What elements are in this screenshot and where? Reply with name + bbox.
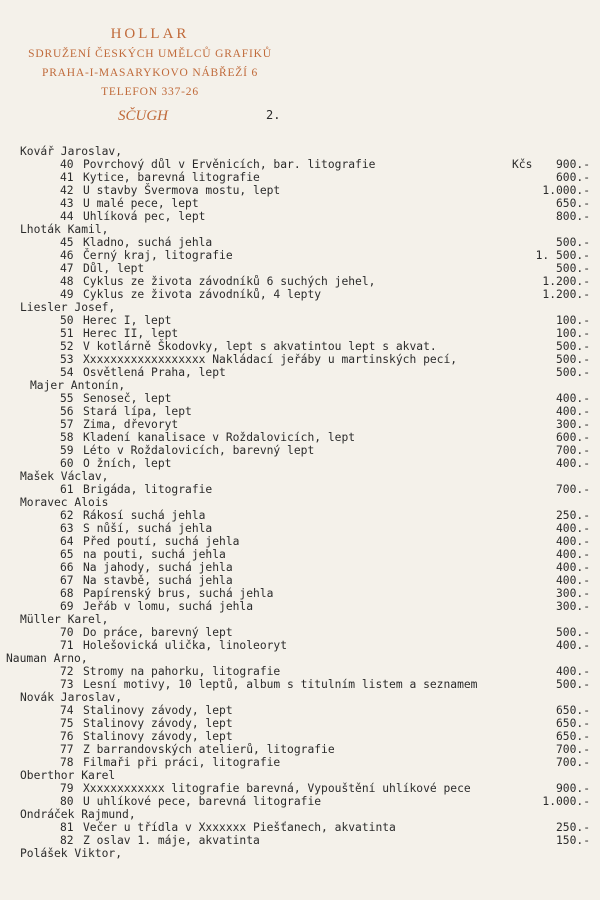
artwork-row bbox=[0, 444, 600, 457]
artwork-title: Na stavbě, suchá jehla bbox=[83, 574, 233, 587]
artwork-row bbox=[0, 574, 600, 587]
artwork-price: 650.- bbox=[555, 197, 590, 210]
artwork-number: 54 bbox=[60, 366, 74, 379]
artwork-title: V kotlárně Škodovky, lept s akvatintou lept s akvat. bbox=[83, 340, 437, 353]
artwork-row bbox=[0, 288, 600, 301]
artwork-price: 400.- bbox=[555, 548, 590, 561]
artwork-price: 500.- bbox=[555, 340, 590, 353]
artwork-row bbox=[0, 756, 600, 769]
artist-row bbox=[0, 145, 600, 158]
artwork-price: 400.- bbox=[555, 457, 590, 470]
artwork-row bbox=[0, 548, 600, 561]
artwork-title: Z barrandovských atelierů, litografie bbox=[83, 743, 335, 756]
artist-row bbox=[0, 301, 600, 314]
artwork-number: 52 bbox=[60, 340, 74, 353]
artwork-row bbox=[0, 834, 600, 847]
artwork-title: Večer u třídla v Xxxxxxx Piešťanech, akvatinta bbox=[83, 821, 396, 834]
artwork-row bbox=[0, 353, 600, 366]
letterhead-phone: TELEFON 337-26 bbox=[101, 86, 199, 98]
artist-row bbox=[0, 613, 600, 626]
artwork-row bbox=[0, 262, 600, 275]
artwork-row bbox=[0, 275, 600, 288]
artwork-title: Důl, lept bbox=[83, 262, 145, 275]
artwork-row bbox=[0, 665, 600, 678]
artwork-title: Z oslav 1. máje, akvatinta bbox=[83, 834, 260, 847]
artwork-row bbox=[0, 522, 600, 535]
artwork-number: 72 bbox=[60, 665, 74, 678]
artwork-row bbox=[0, 457, 600, 470]
artwork-price: 400.- bbox=[555, 392, 590, 405]
artwork-price: 400.- bbox=[555, 639, 590, 652]
artwork-number: 57 bbox=[60, 418, 74, 431]
artwork-price: 300.- bbox=[555, 418, 590, 431]
artwork-number: 42 bbox=[60, 184, 74, 197]
artwork-price: 400.- bbox=[555, 665, 590, 678]
artwork-price: 400.- bbox=[555, 574, 590, 587]
artist-row bbox=[0, 496, 600, 509]
artwork-number: 76 bbox=[60, 730, 74, 743]
artwork-price: 400.- bbox=[555, 535, 590, 548]
artwork-title: Do práce, barevný lept bbox=[83, 626, 233, 639]
artwork-row bbox=[0, 340, 600, 353]
artwork-row bbox=[0, 717, 600, 730]
artwork-price: 700.- bbox=[555, 444, 590, 457]
artwork-row bbox=[0, 678, 600, 691]
artist-name: Majer Antonín, bbox=[30, 379, 126, 392]
artwork-row bbox=[0, 821, 600, 834]
artwork-number: 47 bbox=[60, 262, 74, 275]
artwork-title: Stalinovy závody, lept bbox=[83, 704, 233, 717]
artwork-price: 500.- bbox=[555, 366, 590, 379]
artwork-price: 300.- bbox=[555, 600, 590, 613]
artwork-price: 700.- bbox=[555, 756, 590, 769]
artwork-title: Papírenský brus, suchá jehla bbox=[83, 587, 274, 600]
artist-name: Mašek Václav, bbox=[20, 470, 109, 483]
artist-name: Kovář Jaroslav, bbox=[20, 145, 123, 158]
artwork-row bbox=[0, 704, 600, 717]
artwork-row bbox=[0, 483, 600, 496]
artwork-price: 700.- bbox=[555, 743, 590, 756]
artwork-number: 45 bbox=[60, 236, 74, 249]
artwork-price: 650.- bbox=[555, 704, 590, 717]
letterhead-org: SDRUŽENÍ ČESKÝCH UMĚLCŮ GRAFIKŮ bbox=[28, 48, 272, 60]
artist-row bbox=[0, 379, 600, 392]
artwork-title: na pouti, suchá jehla bbox=[83, 548, 226, 561]
artwork-price: 700.- bbox=[555, 483, 590, 496]
artwork-title: U uhlíkové pece, barevná litografie bbox=[83, 795, 322, 808]
artwork-title: Zima, dřevoryt bbox=[83, 418, 179, 431]
artwork-price: 500.- bbox=[555, 626, 590, 639]
artwork-number: 80 bbox=[60, 795, 74, 808]
artwork-price: 500.- bbox=[555, 353, 590, 366]
artwork-row bbox=[0, 405, 600, 418]
artwork-number: 82 bbox=[60, 834, 74, 847]
artwork-price: 150.- bbox=[555, 834, 590, 847]
artwork-title: Před poutí, suchá jehla bbox=[83, 535, 240, 548]
artwork-number: 58 bbox=[60, 431, 74, 444]
artwork-title: U malé pece, lept bbox=[83, 197, 199, 210]
artwork-row bbox=[0, 561, 600, 574]
artwork-number: 74 bbox=[60, 704, 74, 717]
artwork-title: Osvětlená Praha, lept bbox=[83, 366, 226, 379]
letterhead-name: HOLLAR bbox=[110, 26, 190, 42]
artwork-price: 500.- bbox=[555, 236, 590, 249]
artwork-row bbox=[0, 730, 600, 743]
artwork-number: 50 bbox=[60, 314, 74, 327]
artwork-number: 71 bbox=[60, 639, 74, 652]
artwork-price: 900.- bbox=[555, 158, 590, 171]
artwork-number: 67 bbox=[60, 574, 74, 587]
artwork-price: 500.- bbox=[555, 678, 590, 691]
artist-name: Polášek Viktor, bbox=[20, 847, 123, 860]
artwork-price: 900.- bbox=[555, 782, 590, 795]
artist-row bbox=[0, 223, 600, 236]
artist-name: Ondráček Rajmund, bbox=[20, 808, 136, 821]
artwork-price: 250.- bbox=[555, 509, 590, 522]
artwork-number: 63 bbox=[60, 522, 74, 535]
artwork-price: 400.- bbox=[555, 561, 590, 574]
artwork-number: 55 bbox=[60, 392, 74, 405]
artwork-number: 59 bbox=[60, 444, 74, 457]
artwork-row bbox=[0, 327, 600, 340]
artwork-title: Uhlíková pec, lept bbox=[83, 210, 206, 223]
artwork-price: 250.- bbox=[555, 821, 590, 834]
artwork-number: 43 bbox=[60, 197, 74, 210]
artwork-number: 77 bbox=[60, 743, 74, 756]
artwork-price: 650.- bbox=[555, 717, 590, 730]
artwork-number: 78 bbox=[60, 756, 74, 769]
artist-name: Müller Karel, bbox=[20, 613, 109, 626]
artwork-row bbox=[0, 795, 600, 808]
artwork-title: Léto v Roždalovicích, barevný lept bbox=[83, 444, 315, 457]
monogram-logo: SČUGH bbox=[118, 108, 169, 124]
artwork-title: Xxxxxxxxxxxx litografie barevná, Vypouštění uhlíkové pece bbox=[83, 782, 471, 795]
artwork-row bbox=[0, 249, 600, 262]
artwork-row bbox=[0, 600, 600, 613]
artist-row bbox=[0, 470, 600, 483]
artwork-number: 62 bbox=[60, 509, 74, 522]
artwork-price: 600.- bbox=[555, 171, 590, 184]
artwork-price: 100.- bbox=[555, 327, 590, 340]
page-number: 2. bbox=[266, 108, 281, 122]
artwork-price: 1.200.- bbox=[542, 275, 590, 288]
artwork-row bbox=[0, 314, 600, 327]
artwork-title: Stromy na pahorku, litografie bbox=[83, 665, 281, 678]
artwork-row bbox=[0, 184, 600, 197]
artwork-title: S nůší, suchá jehla bbox=[83, 522, 213, 535]
artwork-price: 400.- bbox=[555, 522, 590, 535]
artwork-title: Stalinovy závody, lept bbox=[83, 730, 233, 743]
artwork-title: Kytice, barevná litografie bbox=[83, 171, 260, 184]
artwork-title: Stará lípa, lept bbox=[83, 405, 192, 418]
artwork-title: Jeřáb v lomu, suchá jehla bbox=[83, 600, 254, 613]
artwork-number: 48 bbox=[60, 275, 74, 288]
artwork-row bbox=[0, 236, 600, 249]
artist-row bbox=[0, 691, 600, 704]
artwork-title: Filmaři při práci, litografie bbox=[83, 756, 281, 769]
artist-name: Oberthor Karel bbox=[20, 769, 116, 782]
artwork-row bbox=[0, 535, 600, 548]
artwork-price: 600.- bbox=[555, 431, 590, 444]
artwork-number: 70 bbox=[60, 626, 74, 639]
artist-row bbox=[0, 652, 600, 665]
artwork-title: Stalinovy závody, lept bbox=[83, 717, 233, 730]
artwork-price: 1.200.- bbox=[542, 288, 590, 301]
artwork-row bbox=[0, 171, 600, 184]
artist-row bbox=[0, 808, 600, 821]
artwork-number: 40 bbox=[60, 158, 74, 171]
artwork-title: U stavby Švermova mostu, lept bbox=[83, 184, 281, 197]
artwork-row bbox=[0, 782, 600, 795]
artist-row bbox=[0, 847, 600, 860]
artwork-row bbox=[0, 431, 600, 444]
artwork-price: 100.- bbox=[555, 314, 590, 327]
artwork-title: Holešovická ulička, linoleoryt bbox=[83, 639, 288, 652]
artwork-row bbox=[0, 509, 600, 522]
artwork-number: 49 bbox=[60, 288, 74, 301]
artwork-title: Brigáda, litografie bbox=[83, 483, 213, 496]
artwork-title: Herec II, lept bbox=[83, 327, 179, 340]
artwork-row bbox=[0, 392, 600, 405]
artwork-number: 79 bbox=[60, 782, 74, 795]
artist-name: Liesler Josef, bbox=[20, 301, 116, 314]
artwork-number: 65 bbox=[60, 548, 74, 561]
artwork-row bbox=[0, 743, 600, 756]
artwork-number: 56 bbox=[60, 405, 74, 418]
artist-row bbox=[0, 769, 600, 782]
artwork-row bbox=[0, 366, 600, 379]
artist-name: Moravec Alois bbox=[20, 496, 109, 509]
artwork-row bbox=[0, 210, 600, 223]
artwork-row bbox=[0, 158, 600, 171]
artwork-price: 1.000.- bbox=[542, 184, 590, 197]
artwork-number: 68 bbox=[60, 587, 74, 600]
artwork-title: Kladno, suchá jehla bbox=[83, 236, 213, 249]
artwork-title: Lesní motivy, 10 leptů, album s titulním listem a seznamem bbox=[83, 678, 478, 691]
artwork-title: O žních, lept bbox=[83, 457, 172, 470]
artwork-number: 46 bbox=[60, 249, 74, 262]
artwork-price: 800.- bbox=[555, 210, 590, 223]
artwork-number: 41 bbox=[60, 171, 74, 184]
artwork-number: 44 bbox=[60, 210, 74, 223]
artwork-title: Kladení kanalisace v Roždalovicích, lept bbox=[83, 431, 356, 444]
currency-label: Kčs bbox=[512, 158, 533, 171]
artwork-price: 650.- bbox=[555, 730, 590, 743]
artwork-price: 300.- bbox=[555, 587, 590, 600]
artwork-title: Černý kraj, litografie bbox=[83, 249, 233, 262]
artist-name: Nauman Arno, bbox=[6, 652, 88, 665]
artwork-row bbox=[0, 197, 600, 210]
artwork-title: Xxxxxxxxxxxxxxxxxx Nakládací jeřáby u martinských pecí, bbox=[83, 353, 458, 366]
artwork-title: Cyklus ze života závodníků, 4 lepty bbox=[83, 288, 322, 301]
artwork-row bbox=[0, 418, 600, 431]
artwork-price: 1. 500.- bbox=[535, 249, 590, 262]
artwork-number: 60 bbox=[60, 457, 74, 470]
artwork-number: 53 bbox=[60, 353, 74, 366]
artwork-row bbox=[0, 626, 600, 639]
artist-name: Lhoták Kamil, bbox=[20, 223, 109, 236]
artwork-title: Senoseč, lept bbox=[83, 392, 172, 405]
artwork-number: 75 bbox=[60, 717, 74, 730]
artwork-number: 51 bbox=[60, 327, 74, 340]
artwork-title: Povrchový důl v Ervěnicích, bar. litografie bbox=[83, 158, 376, 171]
artwork-number: 61 bbox=[60, 483, 74, 496]
artwork-number: 81 bbox=[60, 821, 74, 834]
artwork-title: Cyklus ze života závodníků 6 suchých jehel, bbox=[83, 275, 376, 288]
artwork-title: Herec I, lept bbox=[83, 314, 172, 327]
artwork-title: Na jahody, suchá jehla bbox=[83, 561, 233, 574]
artwork-number: 69 bbox=[60, 600, 74, 613]
artwork-price: 1.000.- bbox=[542, 795, 590, 808]
artwork-price: 500.- bbox=[555, 262, 590, 275]
artwork-number: 73 bbox=[60, 678, 74, 691]
artwork-price: 400.- bbox=[555, 405, 590, 418]
artist-name: Novák Jaroslav, bbox=[20, 691, 123, 704]
letterhead-address: PRAHA-I-MASARYKOVO NÁBŘEŽÍ 6 bbox=[42, 67, 258, 79]
artwork-row bbox=[0, 639, 600, 652]
artwork-title: Rákosí suchá jehla bbox=[83, 509, 206, 522]
artwork-number: 66 bbox=[60, 561, 74, 574]
artwork-number: 64 bbox=[60, 535, 74, 548]
artwork-row bbox=[0, 587, 600, 600]
